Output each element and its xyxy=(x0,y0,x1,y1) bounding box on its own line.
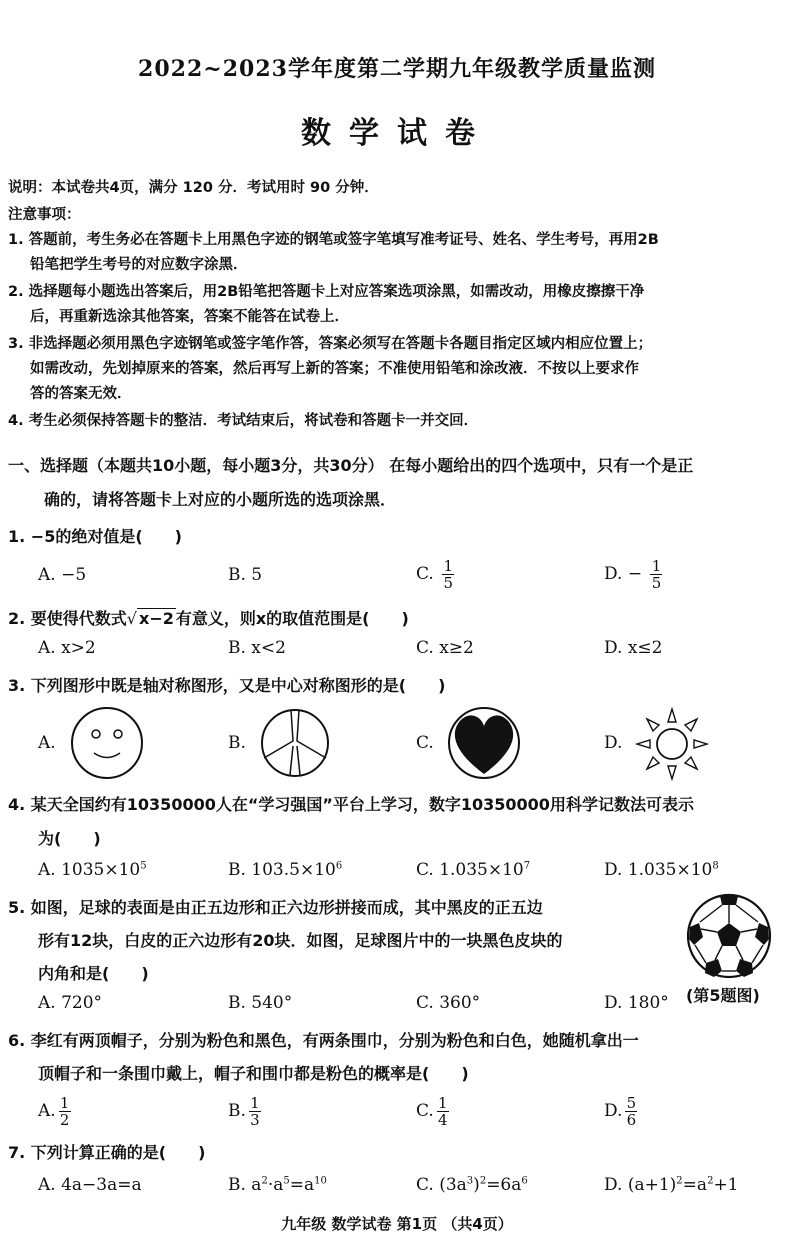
q7-option-a: A. 4a−3a=a xyxy=(38,1175,142,1195)
q6-stem-line1: 6. 李红有两顶帽子，分别为粉色和黑色，有两条围巾，分别为粉色和白色，她随机拿出一 xyxy=(8,1031,639,1050)
q3-option-b: B. xyxy=(228,733,246,753)
q6-option-d: D. $\frac{5}{6}$ xyxy=(604,1094,637,1129)
note-2a: 2. 选择题每小题选出答案后，用2B铅笔把答题卡上对应答案选项涂黑，如需改动，用橡皮擦擦干净 xyxy=(8,284,645,300)
exam-intro: 说明：本试卷共4页，满分 120 分．考试用时 90 分钟． xyxy=(8,180,379,196)
q2-option-c: C. x≥2 xyxy=(416,638,474,658)
exam-subject-title: 数学试卷 xyxy=(301,116,493,151)
q2-option-a: A. x>2 xyxy=(38,638,96,658)
smiley-face-figure xyxy=(70,706,144,780)
q7-option-d: D. $(a+1)^2=a^2+1$ xyxy=(604,1175,739,1195)
q4-stem-line2: 为( ) xyxy=(38,829,101,848)
q1-stem: 1. −5的绝对值是( ) xyxy=(8,527,182,546)
q2-radicand: x−2 xyxy=(139,609,174,628)
q1-option-c xyxy=(416,558,454,591)
notes-heading: 注意事项： xyxy=(8,207,81,223)
q7-stem: 7. 下列计算正确的是( ) xyxy=(8,1143,206,1162)
q4-option-a: A. $1035\times 10^5$ xyxy=(38,860,147,880)
q7-option-b: B. $a^2\cdot a^5=a^{10}$ xyxy=(228,1175,327,1195)
q1-option-a: A. −5 xyxy=(38,565,87,585)
q2-option-b: B. x<2 xyxy=(228,638,286,658)
q1-option-b: B. 5 xyxy=(228,565,263,585)
note-3a: 3. 非选择题必须用黑色字迹钢笔或签字笔作答，答案必须写在答题卡各题目指定区域内相应位置上； xyxy=(8,336,653,352)
q3-option-c: C. xyxy=(416,733,434,753)
q5-stem-line2: 形有12块，白皮的正六边形有20块．如图，足球图片中的一块黑色皮块的 xyxy=(38,931,563,950)
note-1a: 1. 答题前，考生务必在答题卡上用黑色字迹的钢笔或签字笔填写准考证号、姓名、学生考号，再用2B xyxy=(8,232,659,248)
q6-option-a-fraction: $\frac{1}{2}$ xyxy=(59,1094,70,1129)
q2-option-d: D. x≤2 xyxy=(604,638,663,658)
q6-option-c-fraction: $\frac{1}{4}$ xyxy=(438,1094,448,1129)
q5-option-d: D. 180° xyxy=(604,993,669,1013)
note-3c: 答的答案无效． xyxy=(30,386,132,402)
q5-option-b: B. 540° xyxy=(228,993,293,1013)
q5-stem-line3: 内角和是( ) xyxy=(38,964,149,983)
q3-option-a: A. xyxy=(38,733,56,753)
q3-option-d: D. xyxy=(604,733,623,753)
note-1b: 铅笔把学生考号的对应数字涂黑． xyxy=(30,257,248,273)
heart-circle-figure xyxy=(447,706,521,780)
q5-option-a: A. 720° xyxy=(38,993,103,1013)
note-2b: 后，再重新选涂其他答案，答案不能答在试卷上． xyxy=(30,309,349,325)
note-3b: 如需改动，先划掉原来的答案，然后再写上新的答案；不准使用铅笔和涂改液．不按以上要求作 xyxy=(30,361,639,377)
section1-line2: 确的，请将答题卡上对应的小题所选的选项涂黑． xyxy=(44,490,397,509)
sun-figure xyxy=(634,706,710,782)
section1-line1: 一、选择题（本题共10小题，每小题3分，共30分） 在每小题给出的四个选项中，只有一个是正 xyxy=(8,456,694,475)
q6-option-b-fraction: $\frac{1}{3}$ xyxy=(250,1094,260,1129)
q1-option-d-fraction: $\frac{1}{5}$ xyxy=(651,557,662,592)
exam-header-title: 2022~2023学年度第二学期九年级教学质量监测 xyxy=(138,56,656,82)
q6-option-b: B. $\frac{1}{3}$ xyxy=(228,1094,260,1129)
mercedes-circle-figure xyxy=(260,708,330,778)
q4-option-b: B. $103.5\times 10^6$ xyxy=(228,860,343,880)
q1-option-c-label: C. xyxy=(416,564,434,584)
q1-option-d xyxy=(604,558,662,591)
q7-option-c: C. $(3a^3)^2=6a^6$ xyxy=(416,1175,528,1195)
q3-stem: 3. 下列图形中既是轴对称图形，又是中心对称图形的是( ) xyxy=(8,676,446,695)
q6-option-a: A. $\frac{1}{2}$ xyxy=(38,1094,70,1129)
q6-option-d-fraction: $\frac{5}{6}$ xyxy=(626,1094,637,1129)
q1-option-c-fraction: $\frac{1}{5}$ xyxy=(443,557,453,592)
soccer-ball-figure xyxy=(686,893,772,979)
q4-option-d: D. $1.035\times 10^8$ xyxy=(604,860,719,880)
page-footer: 九年级 数学试卷 第1页 （共4页） xyxy=(281,1215,513,1233)
q6-stem-line2: 顶帽子和一条围巾戴上，帽子和围巾都是粉色的概率是( ) xyxy=(38,1064,469,1083)
q4-option-c: C. $1.035\times 10^7$ xyxy=(416,860,531,880)
note-4: 4. 考生必须保持答题卡的整洁．考试结束后，将试卷和答题卡一并交回． xyxy=(8,413,479,429)
q5-stem-line1: 5. 如图，足球的表面是由正五边形和正六边形拼接而成，其中黑皮的正五边 xyxy=(8,898,543,917)
q4-stem-line1: 4. 某天全国约有10350000人在“学习强国”平台上学习，数字10350000用科学记数法可表示 xyxy=(8,795,694,814)
q6-option-c: C. $\frac{1}{4}$ xyxy=(416,1094,448,1129)
q1-option-d-label: D. − xyxy=(604,564,643,584)
q5-option-c: C. 360° xyxy=(416,993,481,1013)
q2-stem: 2. 要使得代数式√ x−2 有意义，则x的取值范围是( ) xyxy=(8,609,409,628)
q5-figure-caption: (第5题图) xyxy=(686,986,760,1005)
